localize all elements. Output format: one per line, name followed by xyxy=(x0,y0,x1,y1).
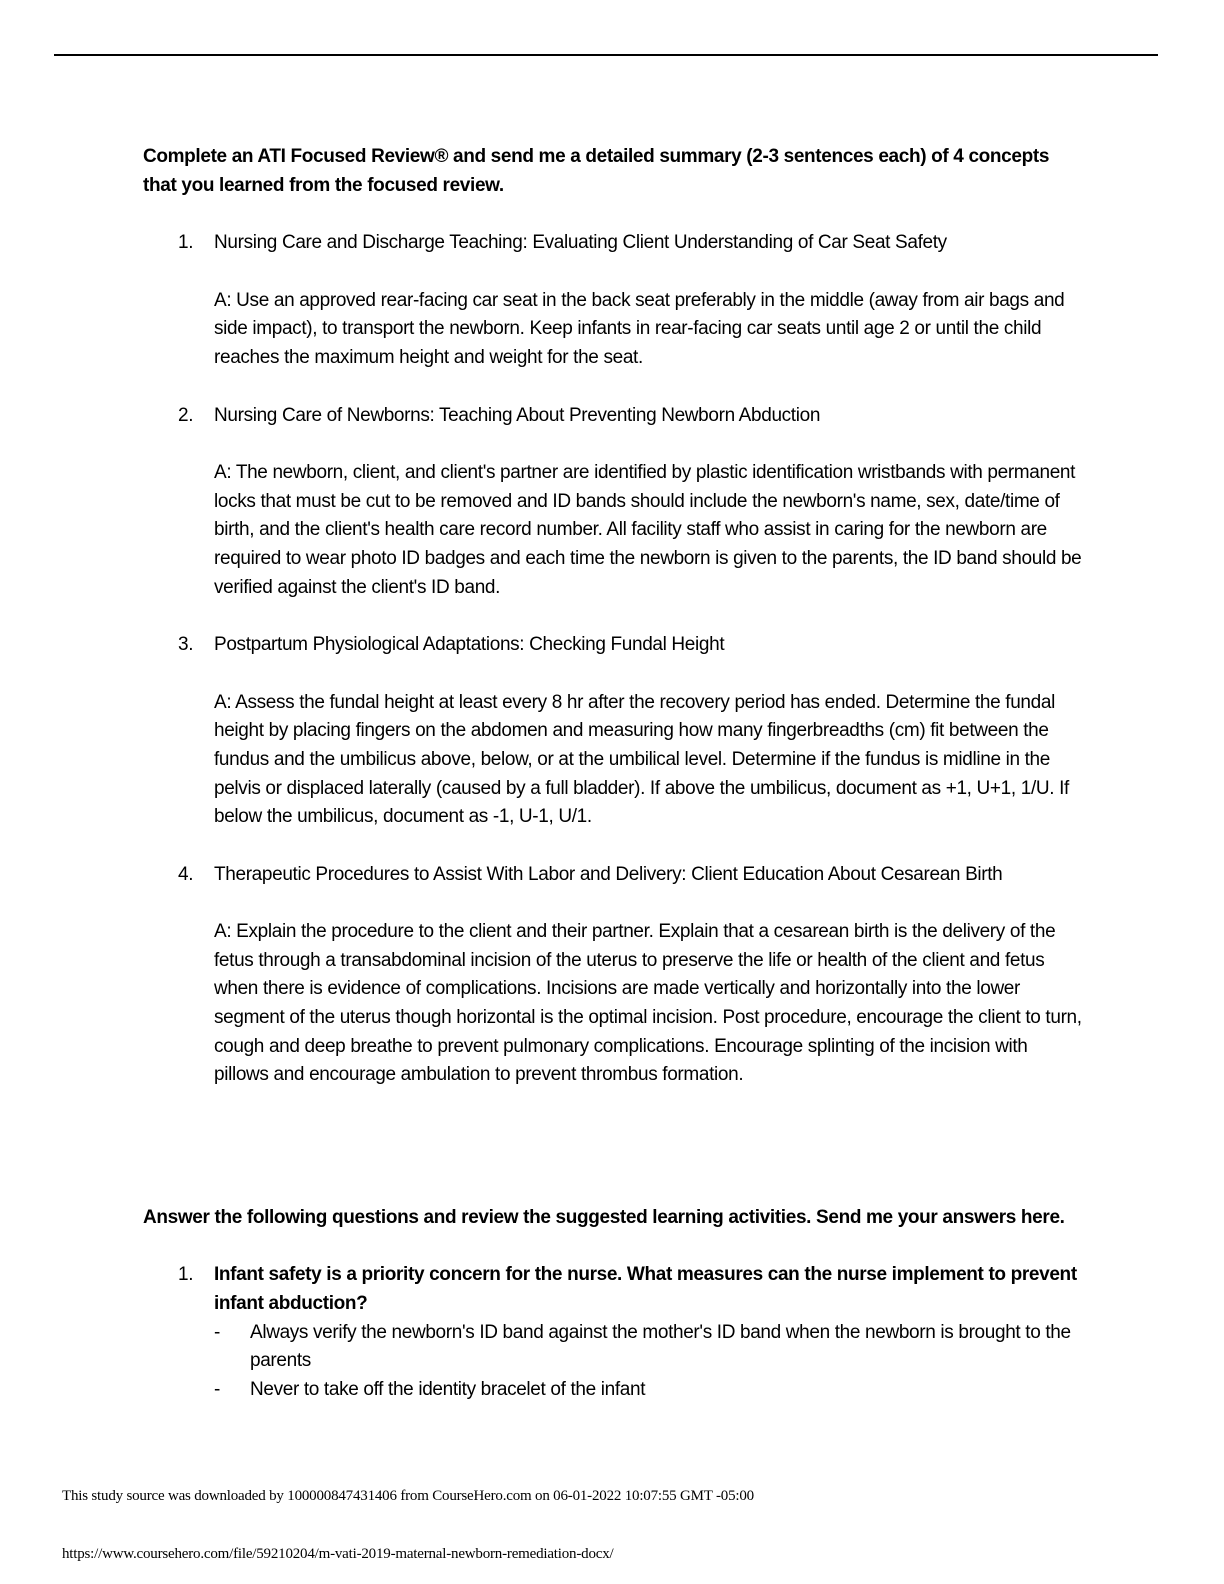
concept-answer: A: Explain the procedure to the client and their partner. Explain that a cesarean birth is the delivery of the fetus through a transabdominal incision of the uterus to preserve the life or health of the client and fetus when there is evidence of complications. Incisions are made vertically and horizontally into the lower segment of the uterus though horizontal is the optimal incision. Post procedure, encourage the client to turn, cough and deep breathe to prevent pulmonary complications. Encourage splinting of the incision with pillows and encourage ambulation to prevent thrombus formation. xyxy=(214,921,1082,1086)
answer-item xyxy=(214,1319,1083,1376)
concept-number: 4. xyxy=(178,863,194,885)
concept-title: Nursing Care and Discharge Teaching: Evaluating Client Understanding of Car Seat Safety xyxy=(214,232,947,254)
concept-title: Postpartum Physiological Adaptations: Checking Fundal Height xyxy=(214,634,725,656)
answer-item xyxy=(214,1376,1083,1405)
concept-item xyxy=(143,229,1083,372)
header-rule xyxy=(54,54,1158,56)
concept-list xyxy=(143,229,1083,1090)
download-notice: This study source was downloaded by 100000847431406 from CourseHero.com on 06-01-2022 10:07:55 GMT -05:00 xyxy=(62,1488,754,1504)
answer-text: Never to take off the identity bracelet of the infant xyxy=(250,1378,646,1400)
concept-number: 1. xyxy=(178,232,194,254)
focused-review-instruction: Complete an ATI Focused Review® and send me a detailed summary (2-3 sentences each) of 4 concepts that you learned from the focused review. xyxy=(143,146,1050,196)
question-item xyxy=(143,1261,1083,1404)
concept-answer: A: Use an approved rear-facing car seat in the back seat preferably in the middle (away from air bags and side impact), to transport the newborn. Keep infants in rear-facing car seats until age 2 or until the child reaches the maximum height and weight for the seat. xyxy=(214,289,1065,368)
dash-bullet: - xyxy=(214,1321,220,1343)
concept-title: Therapeutic Procedures to Assist With Labor and Delivery: Client Education About Cesarean Birth xyxy=(214,863,1003,885)
concept-answer: A: The newborn, client, and client's partner are identified by plastic identification wristbands with permanent locks that must be cut to be removed and ID bands should include the newborn's name, sex, date/time of birth, and the client's health care record number. All facility staff who assist in caring for the newborn are required to wear photo ID badges and each time the newborn is given to the parents, the ID band should be verified against the client's ID band. xyxy=(214,462,1082,598)
questions-instruction: Answer the following questions and review the suggested learning activities. Send me your answers here. xyxy=(143,1206,1065,1228)
concept-item xyxy=(143,861,1083,1090)
concept-number: 2. xyxy=(178,404,194,426)
concept-item xyxy=(143,631,1083,832)
question-text: Infant safety is a priority concern for the nurse. What measures can the nurse implement to prevent infant abduction? xyxy=(214,1264,1077,1315)
question-list xyxy=(143,1261,1083,1404)
source-url-link[interactable]: https://www.coursehero.com/file/59210204/m-vati-2019-maternal-newborn-remediation-docx/ xyxy=(62,1546,614,1562)
concept-item xyxy=(143,402,1083,603)
concept-number: 3. xyxy=(178,634,194,656)
concept-title: Nursing Care of Newborns: Teaching About Preventing Newborn Abduction xyxy=(214,404,821,426)
answer-text: Always verify the newborn's ID band against the mother's ID band when the newborn is brought to the parents xyxy=(250,1321,1071,1372)
document-body xyxy=(143,143,1083,1404)
answer-list xyxy=(214,1319,1083,1405)
question-number: 1. xyxy=(178,1264,194,1286)
dash-bullet: - xyxy=(214,1378,220,1400)
concept-answer: A: Assess the fundal height at least every 8 hr after the recovery period has ended. Determine the fundal height by placing fingers on the abdomen and measuring how many fingerbreadths (cm) fit between the fundus and the umbilicus above, below, or at the umbilical level. Determine if the fundus is midline in the pelvis or displaced laterally (caused by a full bladder). If above the umbilicus, document as +1, U+1, 1/U. If below the umbilicus, document as -1, U-1, U/1. xyxy=(214,691,1069,828)
